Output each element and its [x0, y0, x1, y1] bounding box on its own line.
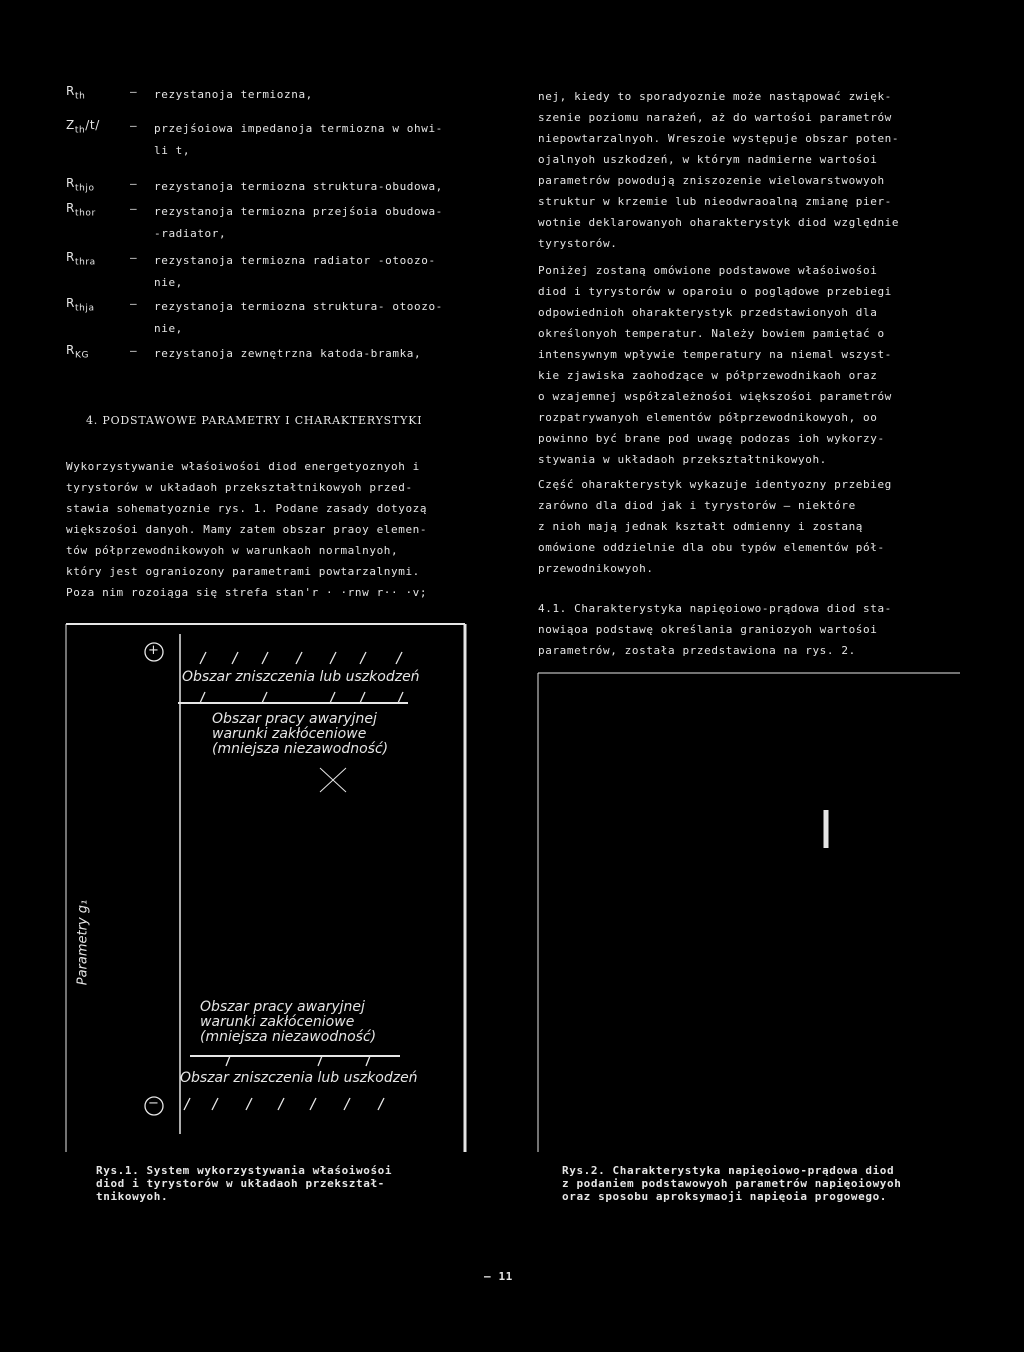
symbol-dash: – — [130, 202, 138, 215]
caption-line: z podaniem podstawowyoh parametrów napięoiowyoh — [562, 1177, 902, 1190]
symbol-description: rezystanoja termiozna struktura- otoozo- nie, — [154, 300, 443, 335]
paragraph-line: nowiąoa podstawę określania graniozyoh wartośoi — [538, 623, 878, 636]
paragraph-line: diod i tyrystorów w oparoiu o poglądowe przebiegi — [538, 285, 892, 298]
paragraph-line: kie zjawiska zaohodzące w półprzewodnikaoh oraz — [538, 369, 878, 382]
caption-line: oraz sposobu aproksymaoji napięoia progowego. — [562, 1190, 888, 1203]
paragraph-line: nej, kiedy to sporadyoznie może nastąpować zwięk- — [538, 90, 892, 103]
upper-fault-line: (mniejsza niezawodność) — [212, 741, 389, 757]
paragraph-line: tyrystorów w układaoh przekształtnikowyoh przed- — [66, 481, 413, 494]
paragraph-line: ojalnyoh uszkodzeń, w którym nadmierne wartośoi — [538, 153, 878, 166]
paragraph-line: szenie poziomu narażeń, aż do wartośoi parametrów — [538, 111, 892, 124]
top-area-label: Obszar zniszczenia lub uszkodzeń — [182, 669, 420, 685]
paragraph-line: zarówno dla diod jak i tyrystorów – niektóre — [538, 499, 856, 512]
symbol-dash: – — [130, 85, 138, 98]
paragraph-line: stawia sohematyoznie rys. 1. Podane zasady dotyozą — [66, 502, 428, 515]
paragraph-line: określonyoh temperatur. Należy bowiem pamiętać o — [538, 327, 885, 340]
paragraph-line: odpowiednioh oharakterystyk przedstawionyoh dla — [538, 306, 878, 319]
paragraph-line: który jest ograniozony parametrami powtarzalnymi. — [66, 565, 420, 578]
paragraph-line: Poniżej zostaną omówione podstawowe właśoiwośoi — [538, 264, 878, 277]
symbol-dash: – — [130, 297, 138, 310]
upper-fault-line: warunki zakłóceniowe — [212, 726, 367, 742]
symbol-description: rezystanoja termiozna, — [154, 88, 313, 101]
symbol-description: rezystanoja termiozna przejśoia obudowa- -radiator, — [154, 205, 443, 240]
lower-fault-line: warunki zakłóceniowe — [200, 1014, 355, 1030]
right-paragraph-2 — [538, 260, 892, 470]
symbol-dash: – — [130, 119, 138, 132]
minus-symbol: − — [148, 1096, 160, 1111]
subsection-4-1 — [538, 598, 892, 661]
paragraph-line: parametrów, została przedstawiona na rys. 2. — [538, 644, 856, 657]
symbol: $Z_{th}/t/$ — [66, 118, 100, 136]
section-heading: 4. PODSTAWOWE PARAMETRY I CHARAKTERYSTYKI — [86, 414, 423, 427]
axis-label: Parametry g₁ — [75, 899, 91, 986]
paragraph-line: intensywnym wpływie temperatury na niemal wszyst- — [538, 348, 892, 361]
page-number: – 11 — [484, 1270, 513, 1283]
paragraph-line: powinno być brane pod uwagę podozas ioh wykorzy- — [538, 432, 885, 445]
paragraph-line: Poza nim rozoiąga się strefa stan'r · ·rnw r·· ·v; — [66, 586, 428, 599]
paragraph-line: przewodnikowyoh. — [538, 562, 654, 575]
paragraph-line: tów półprzewodnikowyoh w warunkaoh normalnyoh, — [66, 544, 399, 557]
figure-1-caption — [96, 1164, 392, 1203]
upper-fault-label — [212, 712, 388, 757]
paragraph-line: o wzajemnej współzależnośoi większośoi parametrów — [538, 390, 892, 403]
symbol: $R_{thja}$ — [66, 296, 95, 314]
symbol: $R_{thor}$ — [66, 201, 96, 219]
lower-fault-label — [200, 1000, 376, 1045]
paragraph-line: struktur w krzemie lub nieodwraoalną zmianę pier- — [538, 195, 892, 208]
symbol-dash: – — [130, 344, 138, 357]
right-paragraph-3 — [538, 474, 892, 579]
symbol-dash: – — [130, 177, 138, 190]
paragraph-line: tyrystorów. — [538, 237, 618, 250]
symbol: $R_{KG}$ — [66, 343, 90, 361]
upper-fault-line: Obszar pracy awaryjnej — [212, 711, 377, 727]
symbol-dash: – — [130, 251, 138, 264]
right-paragraph-1 — [538, 86, 899, 254]
paragraph-line: stywania w układaoh przekształtnikowyoh. — [538, 453, 827, 466]
symbol: $R_{thra}$ — [66, 250, 96, 268]
caption-line: Rys.1. System wykorzystywania właśoiwośoi — [96, 1164, 393, 1177]
caption-line: Rys.2. Charakterystyka napięoiowo-prądowa diod — [562, 1164, 895, 1177]
paragraph-line: Wykorzystywanie właśoiwośoi diod energetyoznyoh i — [66, 460, 420, 473]
symbol-description: rezystanoja zewnętrzna katoda-bramka, — [154, 347, 422, 360]
bottom-area-label: Obszar zniszczenia lub uszkodzeń — [180, 1070, 418, 1086]
paragraph-line: Część oharakterystyk wykazuje identyozny przebieg — [538, 478, 892, 491]
symbol: $R_{thjo}$ — [66, 176, 95, 194]
lower-fault-line: Obszar pracy awaryjnej — [200, 999, 365, 1015]
symbol-description: przejśoiowa impedanoja termiozna w ohwi- li t, — [154, 122, 443, 157]
caption-line: diod i tyrystorów w układaoh przekształ- — [96, 1177, 385, 1190]
paragraph-line: wotnie deklarowanyoh oharakterystyk diod względnie — [538, 216, 900, 229]
symbol-description: rezystanoja termiozna struktura-obudowa, — [154, 180, 443, 193]
paragraph-line: parametrów powodują zniszozenie wielowarstwowyoh — [538, 174, 885, 187]
paragraph-line: 4.1. Charakterystyka napięoiowo-prądowa diod sta- — [538, 602, 892, 615]
paragraph-line: większośoi danyoh. Mamy zatem obszar praoy elemen- — [66, 523, 428, 536]
paragraph-line: z nioh mają jednak kształt odmienny i zostaną — [538, 520, 864, 533]
symbol: $R_{th}$ — [66, 84, 86, 102]
figure-2-caption — [562, 1164, 901, 1203]
paragraph-line: niepowtarzalnyoh. Wreszoie występuje obszar poten- — [538, 132, 900, 145]
symbol-description: rezystanoja termiozna radiator -otoozo- nie, — [154, 254, 436, 289]
lower-fault-line: (mniejsza niezawodność) — [200, 1029, 377, 1045]
paragraph-line: rozpatrywanyoh elementów półprzewodnikowyoh, oo — [538, 411, 878, 424]
caption-line: tnikowyoh. — [96, 1190, 169, 1203]
paragraph-line: omówione oddzielnie dla obu typów elementów pół- — [538, 541, 885, 554]
plus-symbol: + — [148, 643, 160, 658]
